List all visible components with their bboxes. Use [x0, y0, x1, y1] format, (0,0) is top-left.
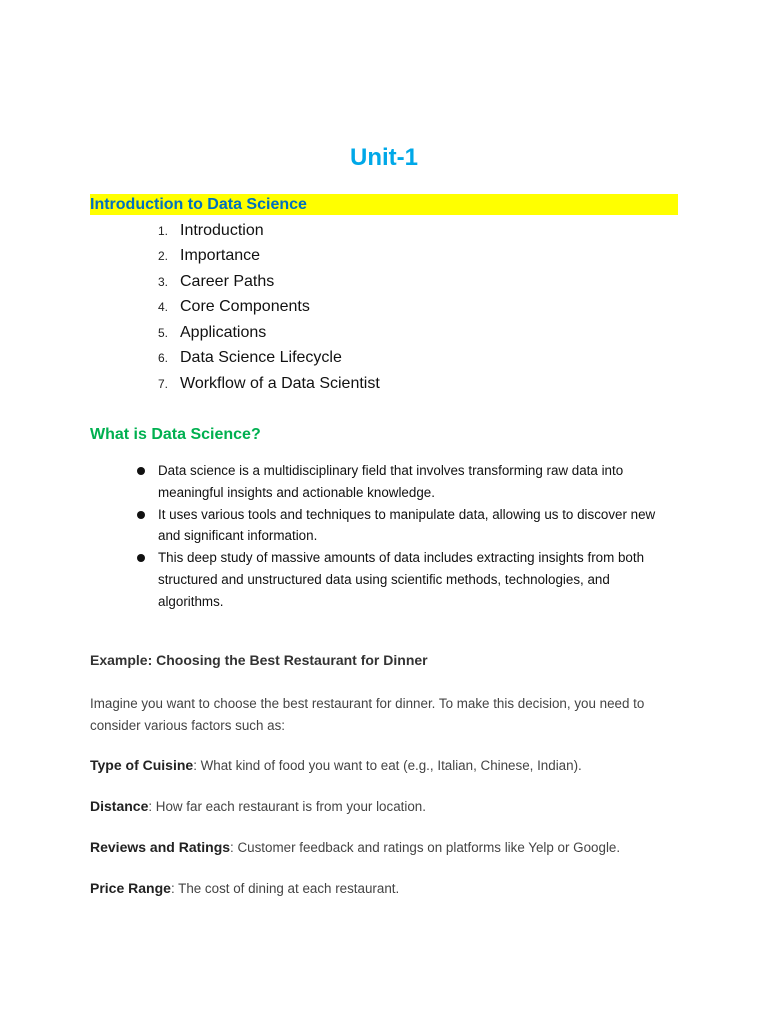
factor-label: Distance [90, 798, 149, 814]
topic-number: 5. [158, 325, 169, 340]
topic-item [158, 346, 380, 372]
bullet-line: Data science is a multidisciplinary field that involves transforming raw data into [158, 463, 624, 478]
paragraph-line: Imagine you want to choose the best restaurant for dinner. To make this decision, you need to [90, 696, 645, 711]
factor-reviews [90, 839, 710, 855]
page-title: Unit-1 [350, 144, 418, 171]
topic-text: Workflow of a Data Scientist [180, 374, 380, 392]
bullet-item [136, 460, 696, 504]
paragraph-line: consider various factors such as: [90, 717, 285, 733]
bullet-line: This deep study of massive amounts of data includes extracting insights from both [158, 550, 645, 566]
bullet-line: meaningful insights and actionable knowledge. [158, 484, 435, 500]
bullet-dot-icon [137, 554, 145, 562]
bullet-line: algorithms. [158, 593, 224, 609]
bullet-dot-icon [137, 467, 145, 475]
topic-number: 7. [158, 376, 169, 391]
bullet-item [136, 547, 696, 612]
example-heading: Example: Choosing the Best Restaurant for Dinner [90, 652, 428, 668]
topic-number: 4. [158, 300, 169, 315]
topic-item [158, 218, 380, 244]
topic-text: Applications [180, 323, 267, 341]
topic-number: 6. [158, 351, 169, 366]
topic-item [158, 371, 380, 397]
topic-item [158, 269, 380, 295]
topic-item [158, 320, 380, 346]
topic-item [158, 295, 380, 321]
bullet-item [136, 504, 696, 548]
topic-text: Introduction [180, 221, 264, 239]
topic-number: 2. [158, 249, 169, 264]
factor-text: : How far each restaurant is from your location. [148, 799, 426, 814]
intro-paragraph [90, 693, 690, 737]
factor-text: : Customer feedback and ratings on platforms like Yelp or Google. [230, 840, 621, 855]
what-is-heading: What is Data Science? [90, 426, 261, 443]
factor-label: Type of Cuisine [90, 757, 194, 773]
topic-number: 3. [158, 274, 169, 289]
bullet-line: and significant information. [158, 528, 318, 544]
topic-number: 1. [158, 223, 169, 238]
topic-list [158, 218, 380, 397]
topic-text: Career Paths [180, 272, 275, 290]
topic-item [158, 244, 380, 270]
section-heading-highlighted: Introduction to Data Science [90, 194, 678, 215]
factor-label: Price Range [90, 880, 171, 896]
topic-text: Core Components [180, 298, 310, 316]
factor-distance [90, 798, 710, 814]
factor-text: : The cost of dining at each restaurant. [170, 881, 400, 896]
factor-label: Reviews and Ratings [90, 839, 231, 855]
factor-price [90, 880, 710, 896]
topic-text: Importance [180, 247, 261, 265]
factor-cuisine [90, 757, 710, 773]
bullet-line: It uses various tools and techniques to manipulate data, allowing us to discover new [158, 506, 656, 522]
bullet-dot-icon [137, 511, 145, 519]
bullet-line: structured and unstructured data using scientific methods, technologies, and [158, 571, 610, 587]
topic-text: Data Science Lifecycle [180, 349, 342, 367]
factor-text: : What kind of food you want to eat (e.g., Italian, Chinese, Indian). [193, 758, 582, 773]
definition-bullets [136, 460, 696, 613]
